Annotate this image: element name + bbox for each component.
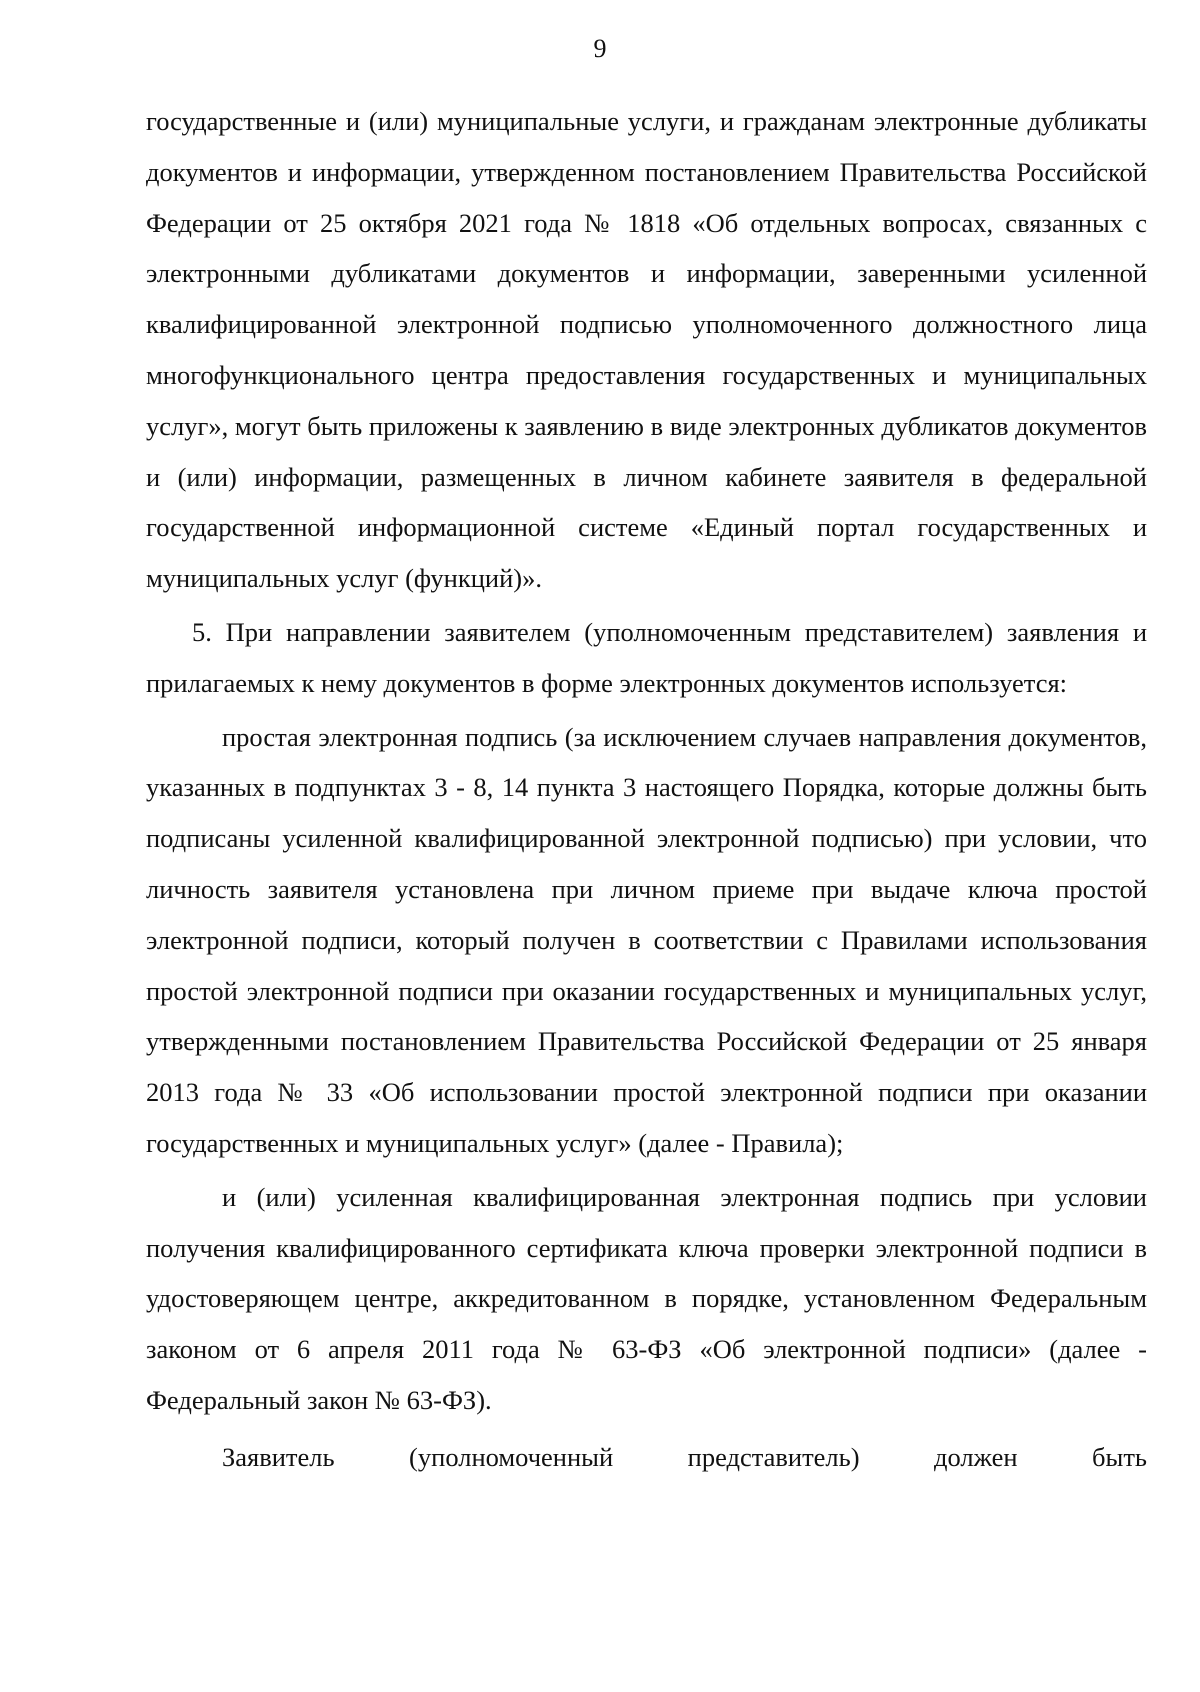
paragraph-applicant: Заявитель (уполномоченный представитель) должен быть (222, 1441, 1147, 1472)
page-number: 9 (593, 34, 607, 63)
paragraph-qualified-signature: и (или) усиленная квалифицированная электронная подпись при условии получения квалифицированного сертификата ключа проверки электронной подписи в удостоверяющем центре, аккредитованном в порядке, установленном Федеральным законом от 6 апреля 2011 года № 63-ФЗ «Об электронной подписи» (далее - Федеральный закон № 63-ФЗ). (146, 1181, 1147, 1415)
document-body (146, 96, 1147, 1483)
paragraph-item-5: 5. При направлении заявителем (уполномоченным представителем) заявления и прилагаемых к нему документов в форме электронных документов используется: (146, 616, 1147, 698)
paragraph-continuation: государственные и (или) муниципальные услуги, и гражданам электронные дубликаты документов и информации, утвержденном постановлением Правительства Российской Федерации от 25 октября 2021 года № 1818 «Об отдельных вопросах, связанных с электронными дубликатами документов и информации, заверенными усиленной квалифицированной электронной подписью уполномоченного должностного лица многофункционального центра предоставления государственных и муниципальных услуг», могут быть приложены к заявлению в виде электронных дубликатов документов и (или) информации, размещенных в личном кабинете заявителя в федеральной государственной информационной системе «Единый портал государственных и муниципальных услуг (функций)». (146, 106, 1147, 594)
paragraph-simple-signature: простая электронная подпись (за исключением случаев направления документов, указанных в подпунктах 3 - 8, 14 пункта 3 настоящего Порядка, которые должны быть подписаны усиленной квалифицированной электронной подписью) при условии, что личность заявителя установлена при личном приеме при выдаче ключа простой электронной подписи, который получен в соответствии с Правилами использования простой электронной подписи при оказании государственных и муниципальных услуг, утвержденными постановлением Правительства Российской Федерации от 25 января 2013 года № 33 «Об использовании простой электронной подписи при оказании государственных и муниципальных услуг» (далее - Правила); (146, 721, 1147, 1158)
